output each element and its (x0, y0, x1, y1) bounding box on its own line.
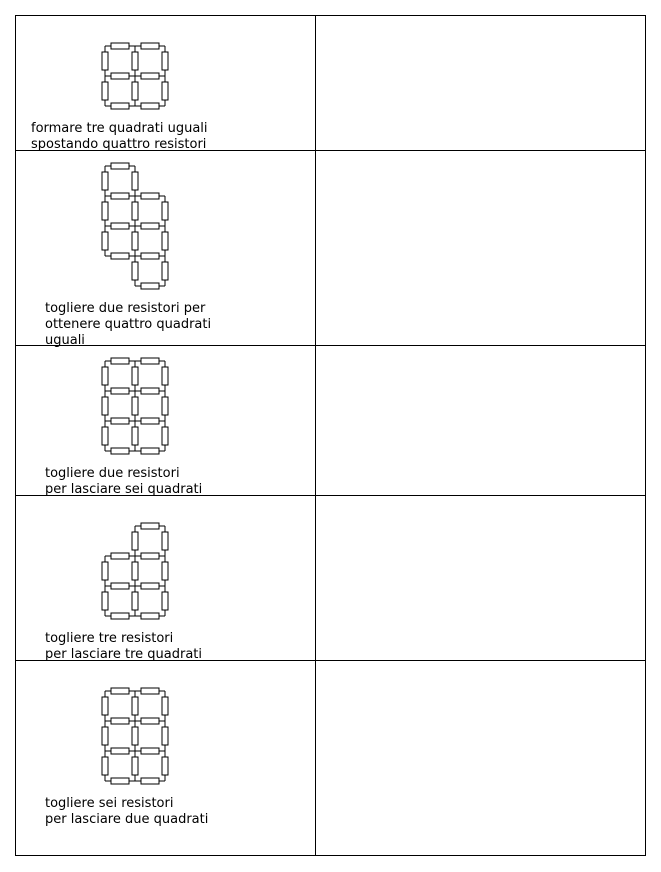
answer-cell-4 (315, 495, 646, 661)
instruction-text: togliere due resistori per lasciare sei quadrati (45, 466, 203, 497)
answer-cell-3 (315, 345, 646, 496)
resistor-grid-l-shape (99, 520, 179, 622)
resistor-grid-staircase (99, 160, 179, 292)
puzzle-row-4 (15, 495, 646, 661)
puzzle-row-5 (15, 660, 646, 856)
resistor-grid-2x2 (99, 40, 179, 112)
instruction-text: togliere sei resistori per lasciare due quadrati (45, 796, 209, 827)
puzzle-row-3 (15, 345, 646, 496)
puzzle-cell-2 (15, 150, 316, 346)
puzzle-cell-3 (15, 345, 316, 496)
answer-cell-2 (315, 150, 646, 346)
instruction-text: togliere due resistori per ottenere quattro quadrati uguali (45, 301, 212, 348)
resistor-grid-3x2 (99, 355, 179, 457)
answer-cell-5 (315, 660, 646, 856)
answer-cell-1 (315, 15, 646, 151)
puzzle-cell-4 (15, 495, 316, 661)
puzzle-row-1 (15, 15, 646, 151)
resistor-grid-3x2 (99, 685, 179, 787)
puzzle-worksheet (15, 15, 646, 856)
instruction-text: togliere tre resistori per lasciare tre quadrati (45, 631, 203, 662)
instruction-text: formare tre quadrati uguali spostando quattro resistori (31, 121, 208, 152)
puzzle-cell-1 (15, 15, 316, 151)
puzzle-row-2 (15, 150, 646, 346)
puzzle-cell-5 (15, 660, 316, 856)
